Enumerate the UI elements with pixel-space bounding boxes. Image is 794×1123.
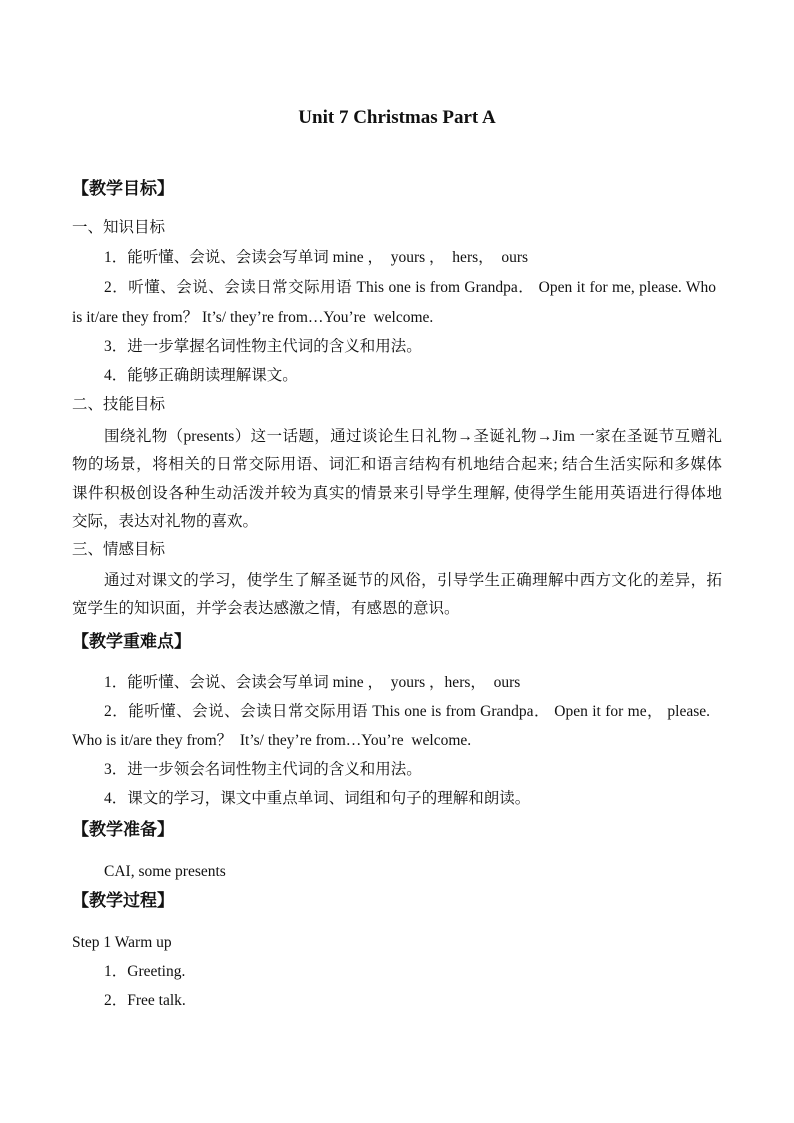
step-1-item-1: 1．Greeting. [104, 963, 186, 980]
emotion-paragraph-line-2: 宽学生的知识面，并学会表达感激之情，有感恩的意识。 [72, 600, 460, 617]
emotion-paragraph-line-1: 通过对课文的学习，使学生了解圣诞节的风俗，引导学生正确理解中西方文化的差异，拓 [104, 572, 722, 589]
knowledge-item-3: 3．进一步掌握名词性物主代词的含义和用法。 [104, 338, 422, 355]
key-point-4: 4．课文的学习，课文中重点单词、词组和句子的理解和朗读。 [104, 790, 531, 807]
subheading-knowledge-objectives: 一、知识目标 [72, 219, 166, 236]
section-heading-process: 【教学过程】 [72, 891, 174, 910]
step-1-item-2: 2．Free talk. [104, 992, 186, 1009]
section-heading-preparation: 【教学准备】 [72, 820, 174, 839]
skills-paragraph-line-1: 围绕礼物（presents）这一话题，通过谈论生日礼物→圣诞礼物→Jim 一家在圣诞节互赠礼 [104, 428, 722, 445]
document-title: Unit 7 Christmas Part A [298, 107, 496, 128]
key-point-3: 3．进一步领会名词性物主代词的含义和用法。 [104, 761, 422, 778]
section-heading-objectives: 【教学目标】 [72, 179, 174, 198]
subheading-skill-objectives: 二、技能目标 [72, 396, 166, 413]
knowledge-item-2-continued: is it/are they from？ It’s/ they’re from…You’re welcome. [72, 309, 434, 326]
skills-paragraph-line-3: 课件积极创设各种生动活泼并较为真实的情景来引导学生理解, 使得学生能用英语进行得体地 [72, 485, 722, 502]
preparation-materials: CAI, some presents [104, 863, 226, 880]
step-1-heading: Step 1 Warm up [72, 934, 172, 951]
key-point-2: 2．能听懂、会说、会读日常交际用语 This one is from Grandpa． Open it for me， please. [104, 703, 710, 720]
section-heading-key-points: 【教学重难点】 [72, 632, 191, 651]
knowledge-item-4: 4．能够正确朗读理解课文。 [104, 367, 298, 384]
key-point-2-continued: Who is it/are they from？ It’s/ they’re from…You’re welcome. [72, 732, 472, 749]
skills-paragraph-line-2: 物的场景，将相关的日常交际用语、词汇和语言结构有机地结合起来; 结合生活实际和多媒体 [72, 456, 722, 473]
key-point-1: 1．能听懂、会说、会读会写单词 mine ， yours ，hers， ours [104, 674, 521, 691]
knowledge-item-2: 2．听懂、会说、会读日常交际用语 This one is from Grandpa． Open it for me, please. Who [104, 279, 716, 296]
skills-paragraph-line-4: 交际，表达对礼物的喜欢。 [72, 513, 259, 530]
knowledge-item-1: 1．能听懂、会说、会读会写单词 mine ， yours ， hers， ours [104, 249, 529, 266]
subheading-emotion-objectives: 三、情感目标 [72, 541, 166, 558]
